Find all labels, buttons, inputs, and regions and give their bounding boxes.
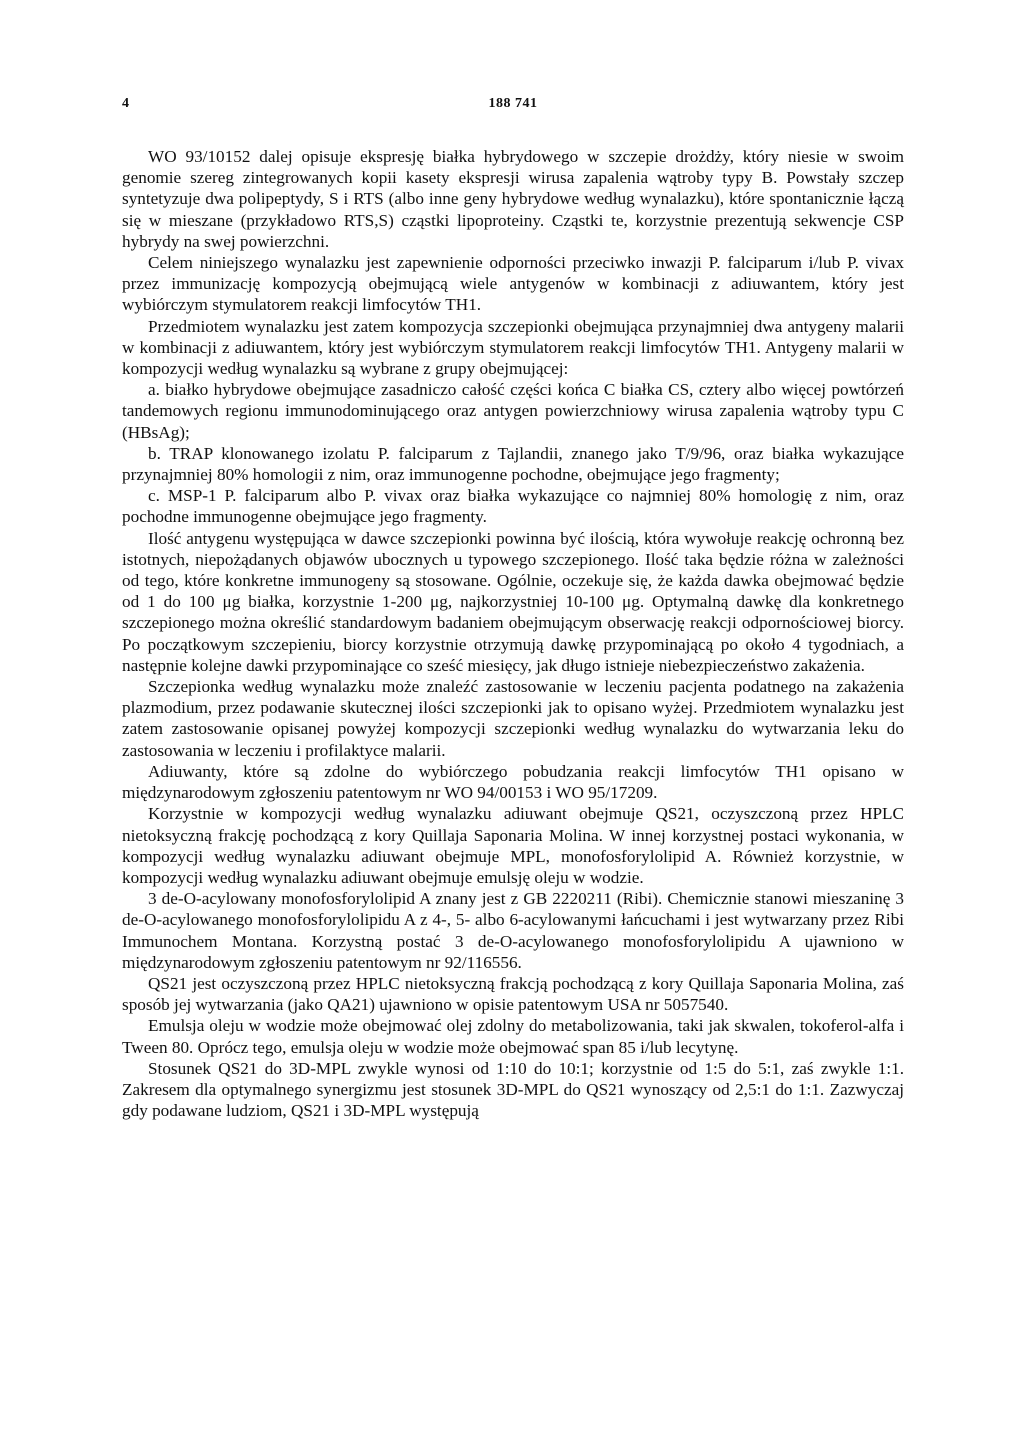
paragraph: WO 93/10152 dalej opisuje ekspresję białka hybrydowego w szczepie drożdży, który niesie w swoim genomie szereg zintegrowanych kopii kasety ekspresji wirusa zapalenia wątroby typy B. Powstały szczep syntetyzuje dwa polipeptydy, S i RTS (albo inne geny hybrydowe według wynalazku), które spontanicznie łączą się w mieszane (przykładowo RTS,S) cząstki lipoproteiny. Cząstki te, korzystnie prezentują sekwencje CSP hybrydy na swej powierzchni. (122, 147, 904, 251)
paragraph: Celem niniejszego wynalazku jest zapewnienie odporności przeciwko inwazji P. falciparum i/lub P. vivax przez immunizację kompozycją obejmującą wiele antygenów w kombinacji z adiuwantem, który jest wybiórczym stymulatorem reakcji limfocytów TH1. (122, 253, 904, 315)
paragraph: Ilość antygenu występująca w dawce szczepionki powinna być ilością, która wywołuje reakcję ochronną bez istotnych, niepożądanych objawów ubocznych u typowego szczepionego. Ilość taka będzie różna w zależności od tego, które konkretne immunogeny są stosowane. Ogólnie, oczekuje się, że każda dawka obejmować będzie od 1 do 100 μg białka, korzystnie 1-200 μg, najkorzystniej 10-100 μg. Optymalną dawkę dla konkretnego szczepionego można określić standardowym badaniem obejmującym obserwację reakcji odpornościowej biorcy. Po początkowym szczepieniu, biorcy korzystnie otrzymują dawkę przypominającą po około 4 tygodniach, a następnie kolejne dawki przypominające co sześć miesięcy, jak długo istnieje niebezpieczeństwo zakażenia. (122, 528, 904, 675)
paragraph: Przedmiotem wynalazku jest zatem kompozycja szczepionki obejmująca przynajmniej dwa antygeny malarii w kombinacji z adiuwantem, który jest wybiórczym stymulatorem reakcji limfocytów TH1. Antygeny malarii w kompozycji według wynalazku są wybrane z grupy obejmującej: (122, 316, 904, 379)
body-text (122, 146, 904, 1121)
paragraph: Emulsja oleju w wodzie może obejmować olej zdolny do metabolizowania, taki jak skwalen, tokoferol-alfa i Tween 80. Oprócz tego, emulsja oleju w wodzie może obejmować span 85 i/lub lecytynę. (122, 1016, 904, 1057)
patent-number: 188 741 (488, 96, 538, 111)
paragraph: Korzystnie w kompozycji według wynalazku adiuwant obejmuje QS21, oczyszczoną przez HPLC nietoksyczną frakcję pochodzącą z kory Quillaja Saponaria Molina. W innej korzystnej postaci wykonania, w kompozycji według wynalazku adiuwant obejmuje MPL, monofosforylolipid A. Również korzystnie, w kompozycji według wynalazku adiuwant obejmuje emulsję oleju w wodzie. (122, 804, 904, 887)
paragraph: Adiuwanty, które są zdolne do wybiórczego pobudzania reakcji limfocytów TH1 opisano w międzynarodowym zgłoszeniu patentowym nr WO 94/00153 i WO 95/17209. (122, 761, 904, 803)
page-number: 4 (122, 96, 129, 111)
paragraph: Stosunek QS21 do 3D-MPL zwykle wynosi od 1:10 do 10:1; korzystnie od 1:5 do 5:1, zaś zwykle 1:1. Zakresem dla optymalnego synergizmu jest stosunek 3D-MPL do QS21 wynoszący od 2,5:1 do 1:1. Zazwyczaj gdy podawane ludziom, QS21 i 3D-MPL występują (122, 1058, 904, 1121)
paragraph: 3 de-O-acylowany monofosforylolipid A znany jest z GB 2220211 (Ribi). Chemicznie stanowi mieszaninę 3 de-O-acylowanego monofosforylolipidu A z 4-, 5- albo 6-acylowanymi łańcuchami i jest wytwarzany przez Ribi Immunochem Montana. Korzystną postać 3 de-O-acylowanego monofosforylolipidu A ujawniono w międzynarodowym zgłoszeniu patentowym nr 92/116556. (122, 889, 904, 972)
list-item: c. MSP-1 P. falciparum albo P. vivax oraz białka wykazujące co najmniej 80% homologię z nim, oraz pochodne immunogenne obejmujące jego fragmenty. (122, 486, 904, 527)
list-item: b. TRAP klonowanego izolatu P. falciparum z Tajlandii, znanego jako T/9/96, oraz białka wykazujące przynajmniej 80% homologii z nim, oraz immunogenne pochodne, obejmujące jego fragmenty; (122, 443, 904, 485)
paragraph: Szczepionka według wynalazku może znaleźć zastosowanie w leczeniu pacjenta podatnego na zakażenia plazmodium, przez podawanie skutecznej ilości szczepionki jak to opisano wyżej. Przedmiotem wynalazku jest zatem zastosowanie opisanej powyżej kompozycji szczepionki według wynalazku do wytwarzania leku do zastosowania w leczeniu i profilaktyce malarii. (122, 677, 904, 760)
paragraph: QS21 jest oczyszczoną przez HPLC nietoksyczną frakcją pochodzącą z kory Quillaja Saponaria Molina, zaś sposób jej wytwarzania (jako QA21) ujawniono w opisie patentowym USA nr 5057540. (122, 973, 904, 1015)
page-header (122, 96, 904, 116)
list-item: a. białko hybrydowe obejmujące zasadniczo całość części końca C białka CS, cztery albo więcej powtórzeń tandemowych regionu immunodominującego oraz antygen powierzchniowy wirusa zapalenia wątroby typu C (HBsAg); (122, 380, 904, 442)
